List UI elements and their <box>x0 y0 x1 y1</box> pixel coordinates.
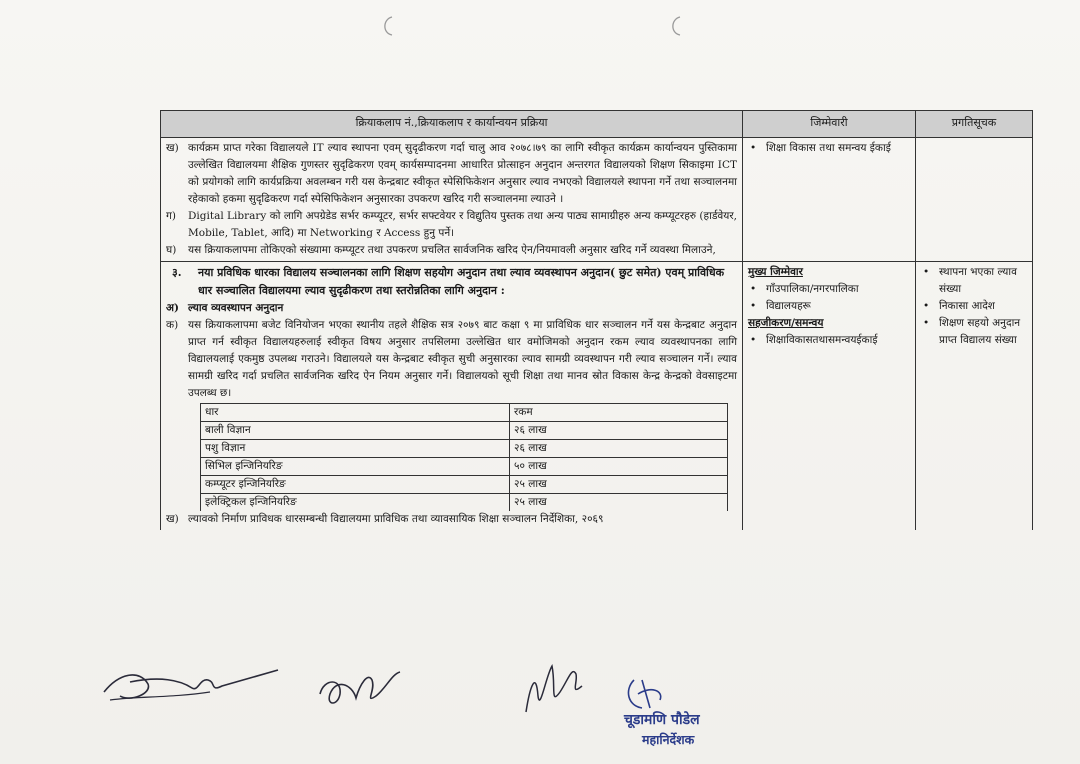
signature-1 <box>100 662 290 716</box>
stream-header: धार <box>201 403 510 421</box>
punch-hole-mark <box>378 14 398 38</box>
item-text: ल्यावको निर्माण प्राविधक धारसम्बन्धी विद्यालयमा प्राविधिक तथा व्यावसायिक शिक्षा सञ्चालन निर्देशिका, २०६९ <box>188 512 604 525</box>
item-marker: क) <box>166 318 179 331</box>
list-item <box>166 317 737 402</box>
punch-hole-mark <box>666 14 686 38</box>
table-row <box>161 262 1033 530</box>
stream-name: पशु विज्ञान <box>201 439 510 457</box>
indicator-item: • निकासा आदेश <box>935 298 1027 315</box>
table-row <box>201 493 728 511</box>
responsibility-item: • गाँउपालिका/नगरपालिका <box>762 281 910 298</box>
responsibility-cell <box>743 138 916 262</box>
subsection-title-text: ल्याव व्यवस्थापन अनुदान <box>188 301 284 314</box>
main-responsible-heading: मुख्य जिम्मेवार <box>748 266 803 278</box>
stream-amount: २५ लाख <box>510 475 728 493</box>
indicator-cell <box>916 262 1033 530</box>
amount-header: रकम <box>510 403 728 421</box>
signatory-title: महानिर्देशक <box>642 732 695 747</box>
stream-name: सिभिल इन्जिनियरिङ <box>201 457 510 475</box>
table-header-row <box>161 111 1033 138</box>
stream-name: बाली विज्ञान <box>201 421 510 439</box>
item-marker: ख) <box>166 512 179 525</box>
subsection-title <box>166 300 737 317</box>
table-row <box>201 475 728 493</box>
item-marker: ग) <box>166 210 177 222</box>
responsibility-cell <box>743 262 916 530</box>
stream-name: कम्प्यूटर इन्जिनियरिङ <box>201 475 510 493</box>
item-text: यस क्रियाकलापमा बजेट विनियोजन भएका स्थानीय तहले शैक्षिक सत्र २०७९ बाट कक्षा ९ मा प्राविधिक धार सञ्चालन गर्ने यस केन्द्रबाट अनुदान प्राप्त गर्न स्वीकृत विद्यालयहरुलाई स्वीकृत विषय अनुसार तपसिलमा उल्लेखित धार वमोजिमको अनुदान रकम ल्याव व्यवस्थापनका लागि विद्यालयलाई एकमुष्ठ उपलब्ध गराउने। विद्यालयले यस केन्द्रबाट स्वीकृत सुची अनुसारका ल्याव सामग्री व्यवस्थापन गरी ल्याव सञ्चालन गर्ने। ल्याव सामग्री खरिद गर्दा प्रचलित सार्वजनिक खरिद ऐन नियम अनुसार गर्ने। विद्यालयको सूची शिक्षा तथा मानव स्रोत विकास केन्द्र केन्द्रको वेवसाइटमा उपलब्ध छ। <box>188 318 737 399</box>
signature-2 <box>316 664 406 716</box>
list-item <box>166 511 737 528</box>
table-row <box>161 138 1033 262</box>
activity-table <box>160 110 1033 530</box>
indicator-cell <box>916 138 1033 262</box>
table-row <box>201 439 728 457</box>
signature-3 <box>516 656 586 724</box>
section-title <box>166 264 737 300</box>
section-number: ३. <box>172 266 182 279</box>
stream-amount: ५० लाख <box>510 457 728 475</box>
table-row <box>201 457 728 475</box>
responsibility-item: • विद्यालयहरू <box>762 298 910 315</box>
item-marker: घ) <box>166 244 177 256</box>
coordination-heading: सहजीकरण/समन्वय <box>748 317 824 329</box>
list-item <box>166 208 737 242</box>
grant-amount-table <box>200 403 728 511</box>
item-text: कार्यक्रम प्राप्त गरेका विद्यालयले IT ल्याव स्थापना एवम् सुदृढीकरण गर्दा चालु आव २०७८।७९ का लागि स्वीकृत कार्यक्रम कार्यान्वयन पुस्तिकामा उल्लेखित विद्यालयमा शैक्षिक गुणस्तर सुदृढिकरण एवम् कार्यसम्पादनमा आधारित प्रोत्साहन अनुदान अन्तरगत विद्यालयको शिक्षण सिकाइमा ICT को प्रयोगको लागि कार्यप्रक्रिया अवलम्बन गरी यस केन्द्रबाट स्वीकृत स्पेसिफिकेशन अनुसार ल्याव नभएको विद्यालयले स्थापना गर्ने तथा सञ्चालनमा रहेकाको हकमा सुदृढिकरण गर्दा स्पेसिफिकेशन अनुसारका उपकरण खरिद गरी सञ्चालनमा ल्याउने । <box>188 142 737 205</box>
indicator-item: • शिक्षण सहयो अनुदान प्राप्त विद्यालय संख्या <box>935 315 1027 349</box>
list-item <box>166 140 737 208</box>
table-row <box>201 421 728 439</box>
list-item <box>166 242 737 259</box>
signatory-name: चूडामणि पौडेल <box>624 712 700 728</box>
item-text: Digital Library को लागि अपग्रेडेड सर्भर कम्प्यूटर, सर्भर सफ्टवेयर र विद्युतिय पुस्तक तथा अन्य पाठ्य सामाग्रीहरु अन्य कम्प्यूटरहरु (हार्डवेयर, Mobile, Tablet, आदि) मा Networking र Access हुनु पर्ने। <box>188 210 737 239</box>
stream-amount: २५ लाख <box>510 493 728 511</box>
stream-amount: २६ लाख <box>510 421 728 439</box>
grant-table-header <box>201 403 728 421</box>
item-text: यस क्रियाकलापमा तोकिएको संख्यामा कम्प्यूटर तथा उपकरण प्रचलित सार्वजनिक खरिद ऐन/नियमावली अनुसार खरिद गर्ने व्यवस्था मिलाउने, <box>188 244 716 256</box>
activity-cell <box>161 138 743 262</box>
indicator-item: • स्थापना भएका ल्याव संख्या <box>935 264 1027 298</box>
activity-cell <box>161 262 743 530</box>
header-indicator: प्रगतिसूचक <box>916 111 1033 138</box>
section-title-text: नया प्रविधिक धारका विद्यालय सञ्चालनका लागि शिक्षण सहयोग अनुदान तथा ल्याव व्यवस्थापन अनुदान( छुट समेत) एवम् प्राविधिक धार सञ्चालित विद्यालयमा ल्याव सुदृढीकरण तथा स्तरोन्नतिका लागि अनुदान : <box>198 266 725 297</box>
header-activity: क्रियाकलाप नं.,क्रियाकलाप र कार्यान्वयन प्रक्रिया <box>161 111 743 138</box>
item-marker: ख) <box>166 142 179 154</box>
responsibility-item: • शिक्षा विकास तथा समन्वय ईकाई <box>762 140 910 157</box>
header-responsibility: जिम्मेवारी <box>743 111 916 138</box>
stream-name: इलेक्ट्रिकल इन्जिनियरिङ <box>201 493 510 511</box>
stream-amount: २६ लाख <box>510 439 728 457</box>
item-marker: अ) <box>166 301 179 314</box>
responsibility-item: • शिक्षाविकासतथासमन्वयईकाई <box>762 332 910 349</box>
